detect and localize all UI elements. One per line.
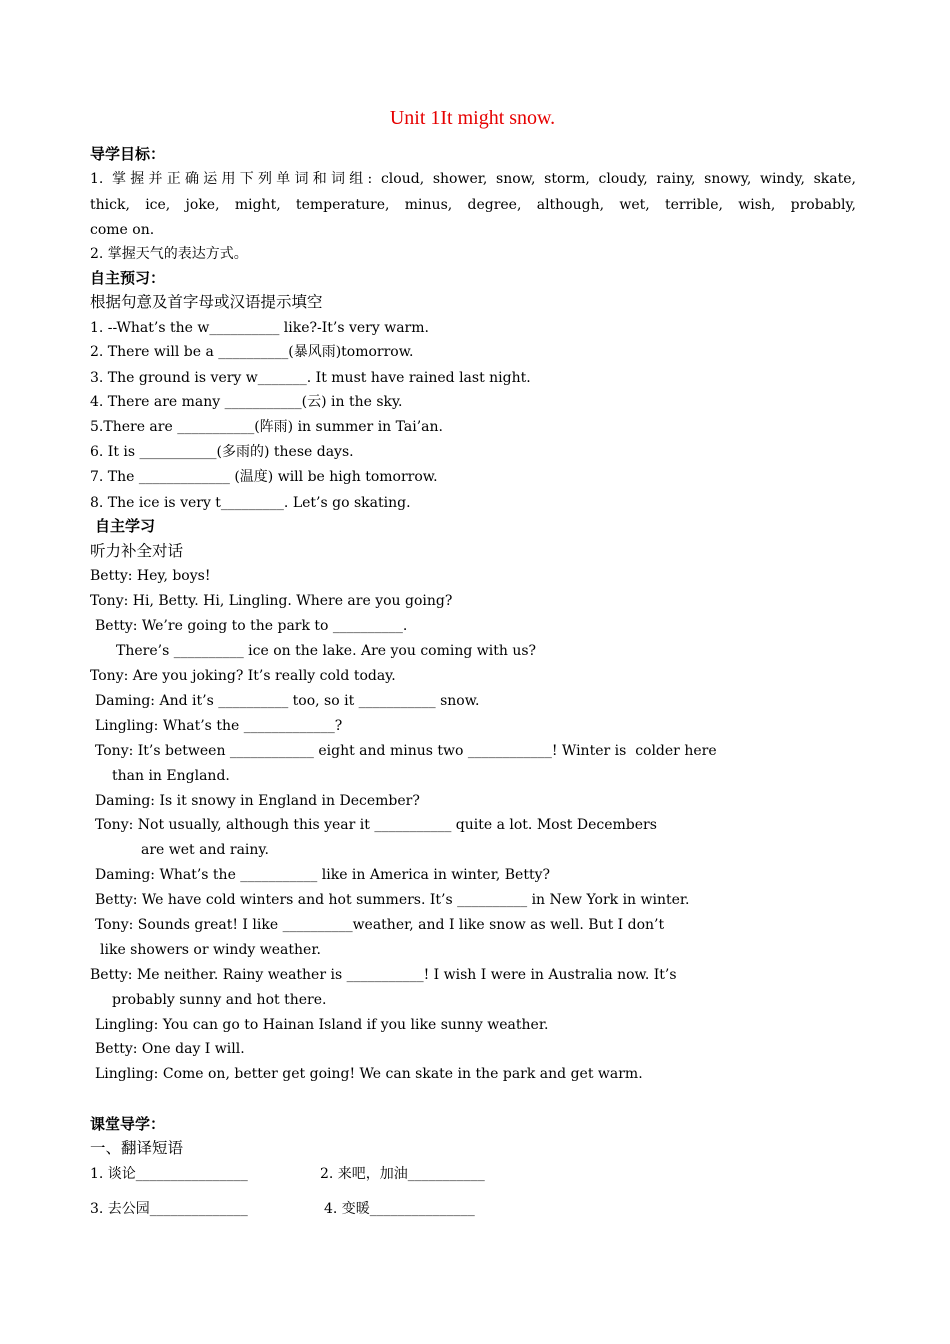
preview-item: 1. --What’s the w__________ like?-It’s very warm. [90, 320, 429, 336]
phrase-item: 1. 谈论________________ [90, 1166, 248, 1182]
dialogue-line: Daming: What’s the ___________ like in America in winter, Betty? [95, 867, 550, 883]
self-study-instruction: 听力补全对话 [90, 542, 184, 560]
preview-item: 2. There will be a __________(暴风雨)tomorrow. [90, 344, 414, 360]
dialogue-line: Tony: Not usually, although this year it ___________ quite a lot. Most Decembers [95, 817, 657, 833]
dialogue-line: probably sunny and hot there. [112, 992, 327, 1008]
dialogue-line: Lingling: Come on, better get going! We can skate in the park and get warm. [95, 1066, 643, 1082]
dialogue-line: Tony: Are you joking? It’s really cold today. [90, 668, 396, 684]
preview-item: 7. The _____________ (温度) will be high tomorrow. [90, 469, 438, 485]
dialogue-line: Betty: Hey, boys! [90, 568, 211, 584]
dialogue-line: There’s __________ ice on the lake. Are you coming with us? [116, 643, 537, 659]
phrase-item: 2. 来吧，加油___________ [320, 1166, 485, 1182]
dialogue-line: Tony: It’s between ____________ eight and minus two ____________! Winter is colder here [95, 743, 717, 759]
preview-item: 5.There are ___________(阵雨) in summer in Tai’an. [90, 419, 443, 435]
dialogue-line: are wet and rainy. [141, 842, 269, 858]
objectives-line: 1. 掌握并正确运用下列单词和词组: cloud, shower, snow, storm, cloudy, rainy, snowy, windy, skate, [90, 171, 856, 187]
preview-instruction: 根据句意及首字母或汉语提示填空 [90, 293, 323, 311]
dialogue-line: Tony: Hi, Betty. Hi, Lingling. Where are you going? [90, 593, 453, 609]
objectives-line: thick, ice, joke, might, temperature, minus, degree, although, wet, terrible, wish, probably, [90, 197, 856, 213]
preview-item: 3. The ground is very w_______. It must have rained last night. [90, 370, 531, 386]
preview-heading: 自主预习： [90, 269, 166, 287]
translate-section-title: 一、翻译短语 [90, 1139, 184, 1157]
preview-item: 8. The ice is very t_________. Let’s go skating. [90, 495, 411, 511]
objectives-line: 2. 掌握天气的表达方式。 [90, 246, 248, 262]
classroom-heading: 课堂导学： [90, 1115, 166, 1133]
dialogue-line: Daming: And it’s __________ too, so it ___________ snow. [95, 693, 480, 709]
dialogue-line: like showers or windy weather. [100, 942, 321, 958]
self-study-heading: 自主学习 [95, 517, 156, 535]
dialogue-line: Lingling: What’s the _____________? [95, 718, 343, 734]
dialogue-line: Betty: We’re going to the park to __________. [95, 618, 408, 634]
phrase-item: 4. 变暖_______________ [324, 1201, 475, 1217]
preview-item: 4. There are many ___________(云) in the sky. [90, 394, 403, 410]
objectives-line: come on. [90, 222, 155, 238]
dialogue-line: Betty: Me neither. Rainy weather is ___________! I wish I were in Australia now. It’s [90, 967, 677, 983]
objectives-heading: 导学目标： [90, 145, 166, 163]
dialogue-line: than in England. [112, 768, 230, 784]
preview-item: 6. It is ___________(多雨的) these days. [90, 444, 354, 460]
phrase-item: 3. 去公园______________ [90, 1201, 248, 1217]
dialogue-line: Betty: We have cold winters and hot summers. It’s __________ in New York in winter. [95, 892, 690, 908]
dialogue-line: Lingling: You can go to Hainan Island if you like sunny weather. [95, 1017, 549, 1033]
dialogue-line: Betty: One day I will. [95, 1041, 245, 1057]
page-title: Unit 1It might snow. [389, 107, 556, 129]
dialogue-line: Daming: Is it snowy in England in December? [95, 793, 420, 809]
dialogue-line: Tony: Sounds great! I like __________weather, and I like snow as well. But I don’t [95, 917, 665, 933]
